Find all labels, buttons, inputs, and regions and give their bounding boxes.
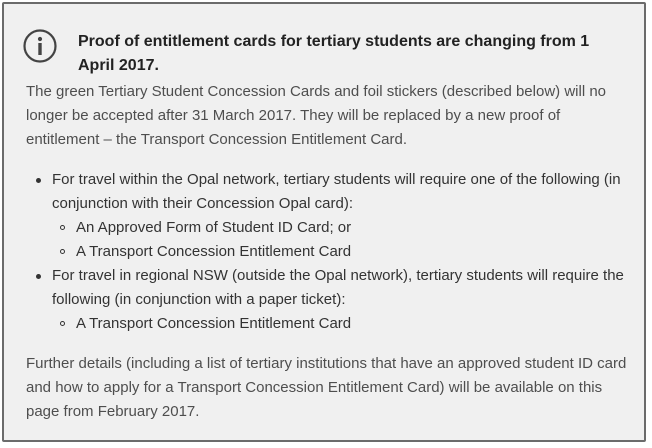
- details-paragraph: Further details (including a list of tertiary institutions that have an approved student ID card and how to apply for a Transport Concession Entitlement Card) will be available on this page from February 2017.: [26, 355, 627, 420]
- notice-title: Proof of entitlement cards for tertiary students are changing from 1 April 2017.: [78, 33, 590, 74]
- info-icon: [23, 29, 57, 63]
- list-item: [26, 168, 636, 264]
- sublist-item: A Transport Concession Entitlement Card: [52, 240, 636, 264]
- sublist: [52, 216, 636, 264]
- intro-paragraph: The green Tertiary Student Concession Cards and foil stickers (described below) will no longer be accepted after 31 March 2017. They will be replaced by a new proof of entitlement – the Transport Concession Entitlement Card.: [26, 83, 606, 148]
- list-item: [26, 264, 636, 336]
- sublist: [52, 312, 636, 336]
- notice-box: [2, 2, 646, 442]
- sublist-item: A Transport Concession Entitlement Card: [52, 312, 636, 336]
- sublist-item: An Approved Form of Student ID Card; or: [52, 216, 636, 240]
- list-item-text: For travel within the Opal network, tertiary students will require one of the following (in conjunction with their Concession Opal card):: [52, 171, 621, 212]
- requirements-list: [26, 168, 636, 336]
- list-item-text: For travel in regional NSW (outside the Opal network), tertiary students will require the following (in conjunction with a paper ticket):: [52, 267, 624, 308]
